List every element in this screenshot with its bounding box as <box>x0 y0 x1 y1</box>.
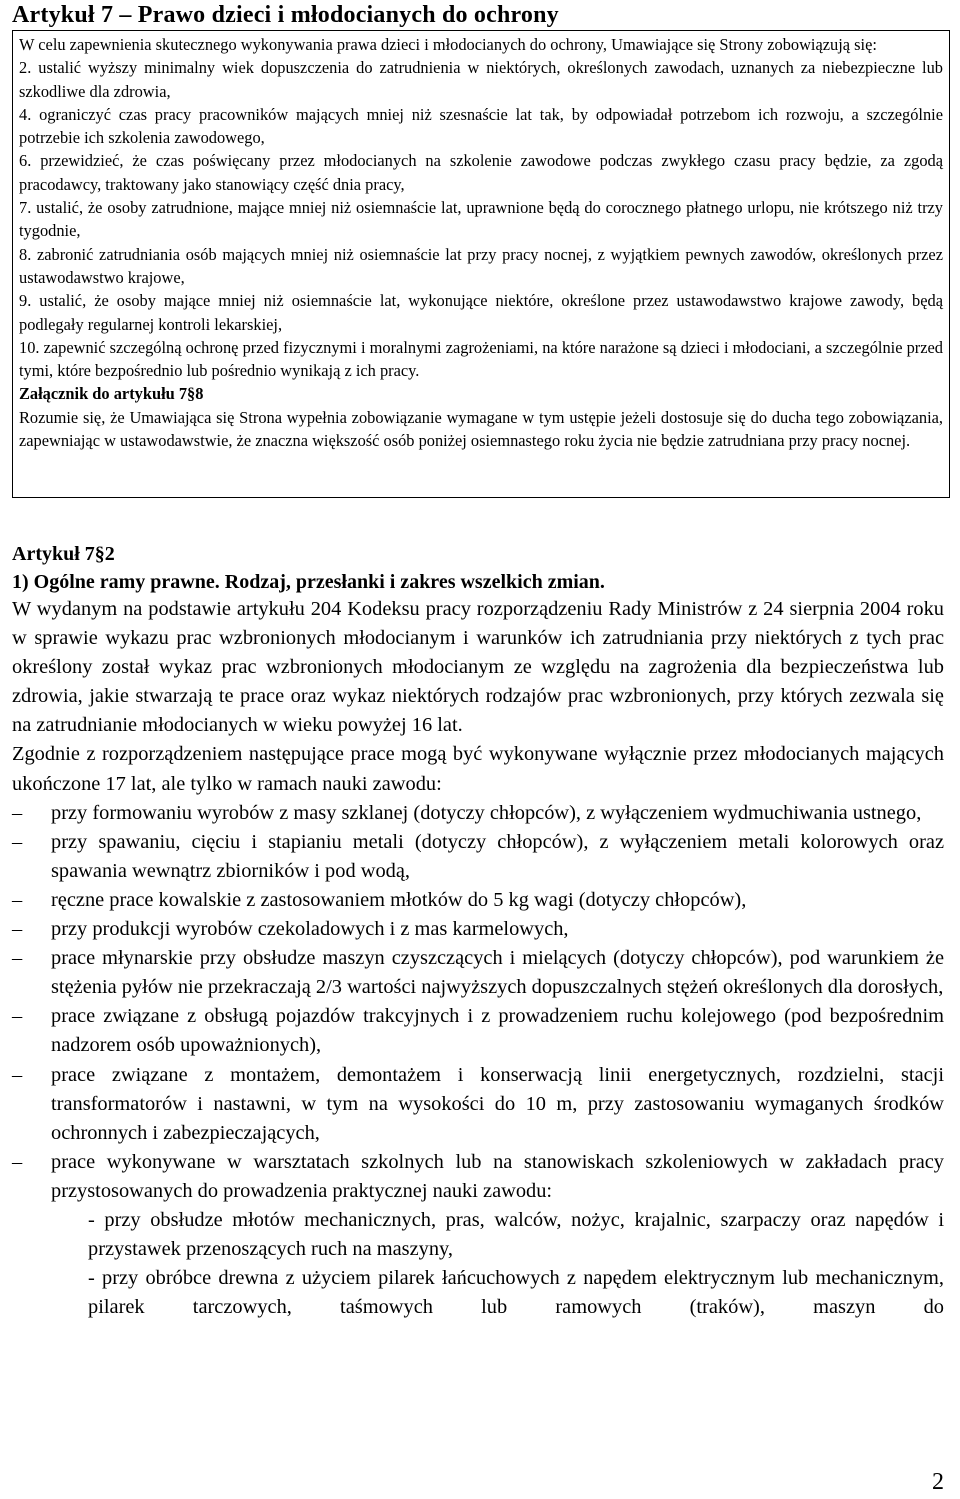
box-intro: W celu zapewnienia skutecznego wykonywania prawa dzieci i młodocianych do ochrony, Umawiające się Strony zobowiązują się: <box>19 35 877 54</box>
list-item <box>12 886 944 915</box>
box-title: Artykuł 7 – Prawo dzieci i młodocianych do ochrony <box>12 2 559 28</box>
work-list <box>12 799 944 1206</box>
dash-bullet: – <box>12 918 23 941</box>
box-item-9: 9. ustalić, że osoby mające mniej niż osiemnaście lat, wykonujące niektóre, określone przez ustawodawstwo krajowe zawody, będą podlegały regularnej kontroli lekarskiej, <box>19 291 943 334</box>
article-title: Artykuł 7§2 <box>12 543 115 565</box>
dash-bullet: – <box>12 830 23 853</box>
sublist-item: - przy obróbce drewna z użyciem pilarek łańcuchowych z napędem elektrycznym lub mechanicznym, pilarek tarczowych, taśmowych lub ramowych (traków), maszyn do <box>88 1267 944 1319</box>
box-item-6: 6. przewidzieć, że czas poświęcany przez młodocianych na szkolenie zawodowe podczas zwykłego czasu pracy będzie, za zgodą pracodawcy, traktowany jako stanowiący część dnia pracy, <box>19 151 943 194</box>
list-item <box>12 915 944 944</box>
page-number: 2 <box>932 1469 944 1495</box>
list-item-text: prace związane z montażem, demontażem i konserwacją linii energetycznych, rozdzielni, stacji transformatorów i nastawni, w tym na wysokości do 10 m, przy zastosowaniu wymaganych środków ochronnych i zabezpieczających, <box>51 1063 944 1144</box>
list-item <box>12 799 944 828</box>
list-item-text: ręczne prace kowalskie z zastosowaniem młotków do 5 kg wagi (dotyczy chłopców), <box>51 888 747 911</box>
paragraph-1: W wydanym na podstawie artykułu 204 Kodeksu pracy rozporządzeniu Rady Ministrów z 24 sierpnia 2004 roku w sprawie wykazu prac wzbronionych młodocianym i warunków ich zatrudniania przy niektórych z tych prac określony został wykaz prac wzbronionych młodocianym ze względu na zagrożenia dla bezpieczeństwa lub zdrowia, jakie stwarzają te prace oraz wykaz niektórych rodzajów prac wzbronionych, przy których zezwala się na zatrudnianie młodocianych w wieku powyżej 16 lat. <box>12 598 944 737</box>
box-item-10: 10. zapewnić szczególną ochronę przed fizycznymi i moralnymi zagrożeniami, na które narażone są dzieci i młodociani, a szczególnie przed tymi, które bezpośrednio lub pośrednio wynikają z ich pracy. <box>19 337 943 381</box>
dash-bullet: – <box>12 1150 23 1173</box>
dash-bullet: – <box>12 801 23 824</box>
list-item <box>12 1148 944 1206</box>
box-item-4: 4. ograniczyć czas pracy pracowników mających mniej niż szesnaście lat tak, by odpowiadał potrzebom ich rozwoju, a szczególnie potrzebie ich szkolenia zawodowego, <box>19 104 943 148</box>
list-item-text: przy spawaniu, cięciu i stapianiu metali (dotyczy chłopców), z wyłączeniem metali kolorowych oraz spawania wewnątrz zbiorników i pod wodą, <box>51 830 944 882</box>
box-item-8: 8. zabronić zatrudniania osób mających mniej niż osiemnaście lat przy pracy nocnej, z wyjątkiem pewnych zawodów, określonych przez ustawodawstwo krajowe, <box>19 244 943 287</box>
article-7-box <box>12 30 950 498</box>
dash-bullet: – <box>12 888 23 911</box>
box-item-2: 2. ustalić wyższy minimalny wiek dopuszczenia do zatrudnienia w niektórych, określonych zawodach, uznanych za niebezpieczne lub szkodliwe dla zdrowia, <box>19 58 943 101</box>
workshop-sublist <box>88 1206 944 1322</box>
list-item-text: prace związane z obsługą pojazdów trakcyjnych i z prowadzeniem ruchu kolejowego (pod bezpośrednim nadzorem osób upoważnionych), <box>51 1005 944 1057</box>
list-item <box>12 944 944 1002</box>
list-item <box>12 828 944 886</box>
paragraph-2: Zgodnie z rozporządzeniem następujące prace mogą być wykonywane wyłącznie przez młodocianych mających ukończone 17 lat, ale tylko w ramach nauki zawodu: <box>12 743 944 795</box>
list-item <box>12 1061 944 1148</box>
section-subtitle: 1) Ogólne ramy prawne. Rodzaj, przesłanki i zakres wszelkich zmian. <box>12 571 605 593</box>
sublist-item: - przy obsłudze młotów mechanicznych, pras, walców, nożyc, krajalnic, szarpaczy oraz napędów i przystawek przenoszących ruch na maszyny, <box>88 1208 944 1261</box>
annex-text: Rozumie się, że Umawiająca się Strona wypełnia zobowiązanie wymagane w tym ustępie jeżeli dostosuje się do ducha tego zobowiązania, zapewniając w ustawodawstwie, że znaczna większość osób poniżej osiemnastego roku życia nie będzie zatrudniana przy pracy nocnej. <box>19 407 943 451</box>
article-body <box>12 595 944 1322</box>
list-item-text: przy produkcji wyrobów czekoladowych i z mas karmelowych, <box>51 918 569 941</box>
dash-bullet: – <box>12 947 23 970</box>
list-item <box>12 1002 944 1060</box>
list-item-text: prace młynarskie przy obsłudze maszyn czyszczących i mielących (dotyczy chłopców), pod warunkiem że stężenia pyłów nie przekraczają 2/3 wartości najwyższych dopuszczalnych stężeń określonych dla dorosłych, <box>51 947 944 999</box>
box-item-7: 7. ustalić, że osoby zatrudnione, mające mniej niż osiemnaście lat, uprawnione będą do corocznego płatnego urlopu, nie krótszego niż trzy tygodnie, <box>19 198 943 241</box>
list-item-text: przy formowaniu wyrobów z masy szklanej (dotyczy chłopców), z wyłączeniem wydmuchiwania ustnego, <box>51 801 922 824</box>
annex-title: Załącznik do artykułu 7§8 <box>19 384 204 404</box>
dash-bullet: – <box>12 1063 23 1086</box>
list-item-text: prace wykonywane w warsztatach szkolnych lub na stanowiskach szkoleniowych w zakładach pracy przystosowanych do prowadzenia praktycznej nauki zawodu: <box>51 1150 944 1202</box>
dash-bullet: – <box>12 1005 23 1028</box>
